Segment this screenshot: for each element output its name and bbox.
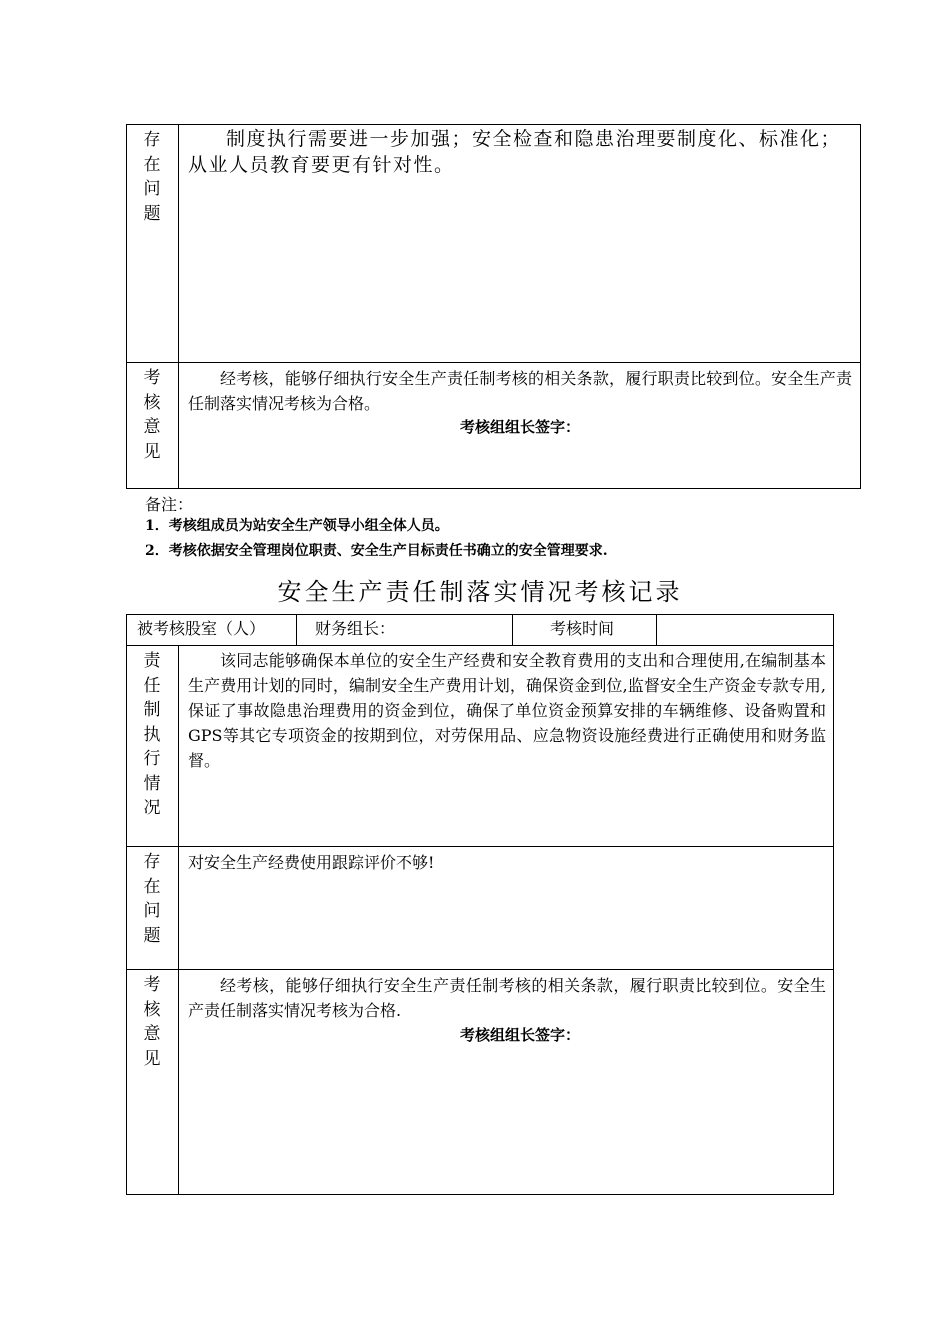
signature-label: 考核组组长签字： — [459, 418, 580, 436]
note-item-1: 1．考核组成员为站安全生产领导小组全体人员。 — [145, 518, 449, 534]
page-title: 安全生产责任制落实情况考核记录 — [277, 578, 683, 606]
note-item-2: 2．考核依据安全管理岗位职责、安全生产目标责任书确立的安全管理要求. — [145, 543, 608, 559]
duty-label: 责任制执行情况 — [143, 651, 161, 818]
opinion-label: 考核意见 — [143, 368, 161, 462]
opinion-text-2: 经考核，能够仔细执行安全生产责任制考核的相关条款，履行职责比较到位。安全生产责任制落实情况考核为合格. — [188, 976, 826, 1020]
problems-label: 存在问题 — [143, 130, 161, 224]
time-label: 考核时间 — [550, 619, 615, 638]
problems-text-2: 对安全生产经费使用跟踪评价不够! — [188, 853, 435, 872]
dept-label: 被考核股室（人） — [137, 619, 266, 638]
problems-label-2: 存在问题 — [143, 852, 161, 946]
notes-heading: 备注： — [145, 495, 194, 514]
opinion-text: 经考核，能够仔细执行安全生产责任制考核的相关条款，履行职责比较到位。安全生产责任制落实情况考核为合格。 — [188, 369, 852, 413]
problems-text: 制度执行需要进一步加强；安全检查和隐患治理要制度化、标准化；从业人员教育要更有针对性。 — [188, 128, 842, 176]
duty-text: 该同志能够确保本单位的安全生产经费和安全教育费用的支出和合理使用,在编制基本生产费用计划的同时，编制安全生产费用计划，确保资金到位,监督安全生产资金专款专用,保证了事故隐患治理费用的资金到位，确保了单位资金预算安排的车辆维修、设备购置和GPS等其它专项资金的按期到位，对劳保用品、应急物资设施经费进行正确使用和财务监督。 — [188, 651, 826, 770]
signature-label-2: 考核组组长签字： — [459, 1026, 580, 1044]
opinion-label-2: 考核意见 — [143, 975, 161, 1069]
dept-value: 财务组长： — [315, 619, 396, 638]
